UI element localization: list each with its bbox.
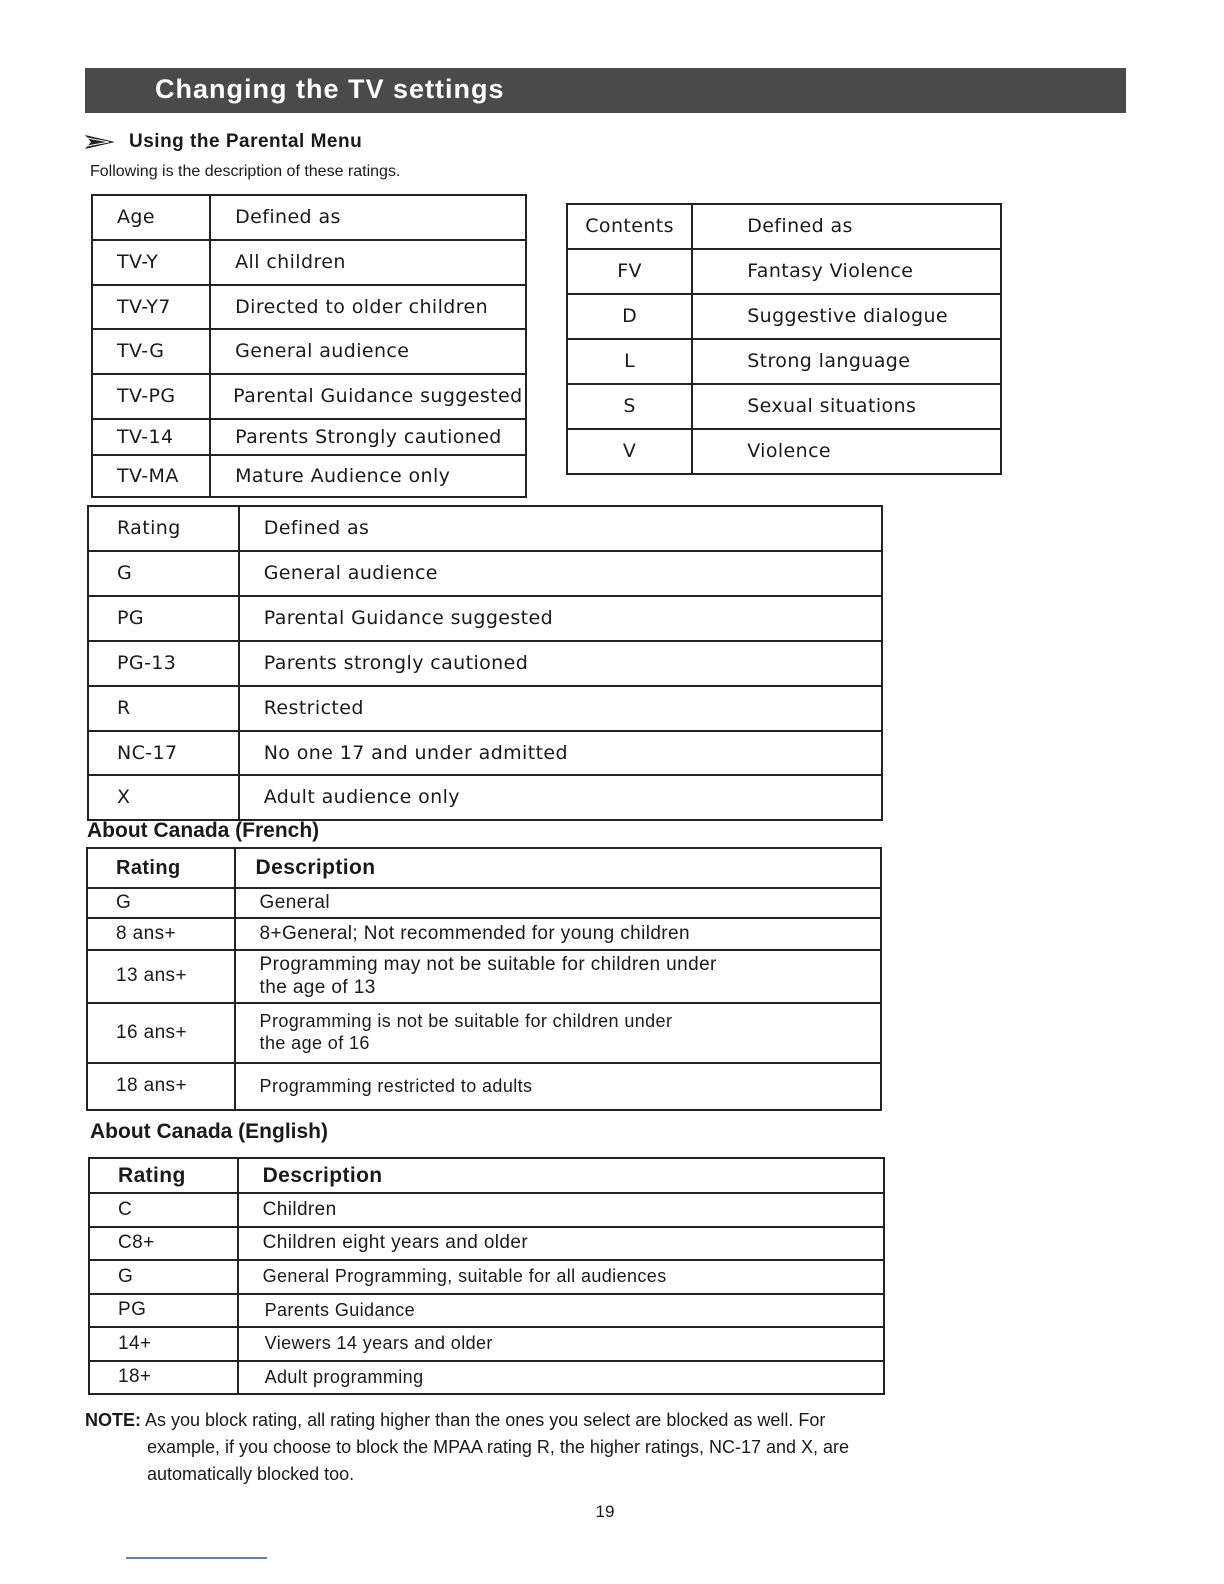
- table-row: [88, 641, 882, 686]
- canada-french-title: About Canada (French): [87, 819, 320, 842]
- table-cell: 14+: [89, 1327, 238, 1361]
- table-row: [88, 551, 882, 596]
- table-cell: Programming restricted to adults: [235, 1063, 881, 1110]
- table-row: [89, 1193, 884, 1227]
- table-row: [88, 686, 882, 731]
- table-cell: Parents Strongly cautioned: [210, 419, 526, 455]
- table-cell: Directed to older children: [210, 285, 526, 329]
- table-cell: 18 ans+: [87, 1063, 235, 1110]
- canada-english-title: About Canada (English): [90, 1120, 328, 1143]
- table-header-cell: Description: [238, 1158, 884, 1193]
- table-cell: 13 ans+: [87, 950, 235, 1003]
- table-cell: PG: [89, 1294, 238, 1327]
- table-header-cell: Contents: [567, 204, 692, 249]
- table-cell: Parental Guidance suggested: [239, 596, 882, 641]
- table-cell: L: [567, 339, 692, 384]
- table-cell: General: [235, 888, 881, 918]
- table-row: [92, 419, 526, 455]
- table-cell: Fantasy Violence: [692, 249, 1001, 294]
- table-cell: C8+: [89, 1227, 238, 1260]
- table-cell: G: [89, 1260, 238, 1294]
- table-cell: Parental Guidance suggested: [210, 374, 526, 419]
- table-row: [88, 775, 882, 820]
- table-row: [567, 294, 1001, 339]
- table-cell: TV-PG: [92, 374, 210, 419]
- arrow-icon: [85, 135, 115, 149]
- table-cell: Sexual situations: [692, 384, 1001, 429]
- table-cell: TV-G: [92, 329, 210, 374]
- table-cell: PG-13: [88, 641, 239, 686]
- table-cell: Strong language: [692, 339, 1001, 384]
- table-cell: 18+: [89, 1361, 238, 1394]
- table-cell: S: [567, 384, 692, 429]
- table-header-row: [87, 848, 881, 888]
- table-header-cell: Description: [235, 848, 881, 888]
- table-row: [92, 329, 526, 374]
- table-row: [92, 240, 526, 285]
- table-header-cell: Defined as: [692, 204, 1001, 249]
- table-cell: Restricted: [239, 686, 882, 731]
- table-cell: [235, 950, 881, 1003]
- page-header-bar: [85, 68, 1126, 113]
- cell-line: Programming is not be suitable for children under: [259, 1011, 673, 1032]
- contents-rating-table: [566, 203, 1002, 475]
- note-label: NOTE:: [85, 1410, 141, 1430]
- cell-line: Programming may not be suitable for children under: [259, 953, 717, 975]
- page-title: Changing the TV settings: [155, 74, 505, 104]
- decorative-divider: [126, 1557, 267, 1559]
- table-row: [87, 1003, 881, 1063]
- table-row: [92, 374, 526, 419]
- table-cell: Mature Audience only: [210, 455, 526, 497]
- table-cell: FV: [567, 249, 692, 294]
- table-cell: R: [88, 686, 239, 731]
- note-line: [85, 1407, 945, 1434]
- table-cell: NC-17: [88, 731, 239, 775]
- table-cell: [235, 1003, 881, 1063]
- tv-age-rating-table: [91, 194, 527, 498]
- table-header-cell: Defined as: [239, 506, 882, 551]
- table-row: [92, 285, 526, 329]
- table-cell: X: [88, 775, 239, 820]
- table-cell: C: [89, 1193, 238, 1227]
- mpaa-rating-table: [87, 505, 883, 821]
- table-header-cell: Rating: [87, 848, 235, 888]
- table-row: [89, 1361, 884, 1394]
- table-cell: Violence: [692, 429, 1001, 474]
- table-cell: Adult programming: [238, 1361, 884, 1394]
- note-line: automatically blocked too.: [147, 1464, 355, 1484]
- table-cell: General audience: [239, 551, 882, 596]
- table-cell: 8 ans+: [87, 918, 235, 950]
- cell-line: the age of 16: [259, 1033, 370, 1053]
- table-cell: Parents strongly cautioned: [239, 641, 882, 686]
- table-row: [567, 384, 1001, 429]
- table-cell: 16 ans+: [87, 1003, 235, 1063]
- table-header-row: [89, 1158, 884, 1193]
- table-header-cell: Rating: [88, 506, 239, 551]
- table-header-cell: Rating: [89, 1158, 238, 1193]
- canada-english-rating-table: [88, 1157, 885, 1395]
- table-cell: Children eight years and older: [238, 1227, 884, 1260]
- table-row: [87, 950, 881, 1003]
- page-number: 19: [595, 1502, 615, 1521]
- table-header-cell: Defined as: [210, 195, 526, 240]
- table-row: [89, 1227, 884, 1260]
- table-cell: D: [567, 294, 692, 339]
- table-cell: V: [567, 429, 692, 474]
- table-cell: TV-Y: [92, 240, 210, 285]
- table-cell: G: [87, 888, 235, 918]
- table-row: [567, 339, 1001, 384]
- table-header-row: [88, 506, 882, 551]
- note-line: example, if you choose to block the MPAA rating R, the higher ratings, NC-17 and X, are: [147, 1437, 850, 1457]
- table-cell: TV-MA: [92, 455, 210, 497]
- table-cell: All children: [210, 240, 526, 285]
- table-header-row: [92, 195, 526, 240]
- section-subheading: [85, 129, 362, 155]
- table-row: [89, 1260, 884, 1294]
- table-cell: G: [88, 551, 239, 596]
- table-cell: Adult audience only: [239, 775, 882, 820]
- table-row: [87, 888, 881, 918]
- subheading-text: Using the Parental Menu: [129, 131, 363, 152]
- table-header-cell: Age: [92, 195, 210, 240]
- table-row: [88, 596, 882, 641]
- table-row: [89, 1327, 884, 1361]
- table-row: [567, 429, 1001, 474]
- cell-line: the age of 13: [259, 976, 376, 998]
- table-cell: TV-Y7: [92, 285, 210, 329]
- table-cell: 8+General; Not recommended for young children: [235, 918, 881, 950]
- note-block: [85, 1407, 945, 1488]
- table-cell: Parents Guidance: [238, 1294, 884, 1327]
- table-cell: PG: [88, 596, 239, 641]
- table-row: [87, 918, 881, 950]
- table-row: [87, 1063, 881, 1110]
- table-cell: No one 17 and under admitted: [239, 731, 882, 775]
- note-text: As you block rating, all rating higher than the ones you select are blocked as well. For: [145, 1410, 826, 1430]
- table-row: [567, 249, 1001, 294]
- table-row: [88, 731, 882, 775]
- table-cell: Children: [238, 1193, 884, 1227]
- canada-french-rating-table: [86, 847, 882, 1111]
- table-cell: TV-14: [92, 419, 210, 455]
- table-row: [89, 1294, 884, 1327]
- table-row: [92, 455, 526, 497]
- intro-text: Following is the description of these ratings.: [90, 163, 401, 180]
- table-header-row: [567, 204, 1001, 249]
- table-cell: Suggestive dialogue: [692, 294, 1001, 339]
- table-cell: Viewers 14 years and older: [238, 1327, 884, 1361]
- table-cell: General audience: [210, 329, 526, 374]
- table-cell: General Programming, suitable for all audiences: [238, 1260, 884, 1294]
